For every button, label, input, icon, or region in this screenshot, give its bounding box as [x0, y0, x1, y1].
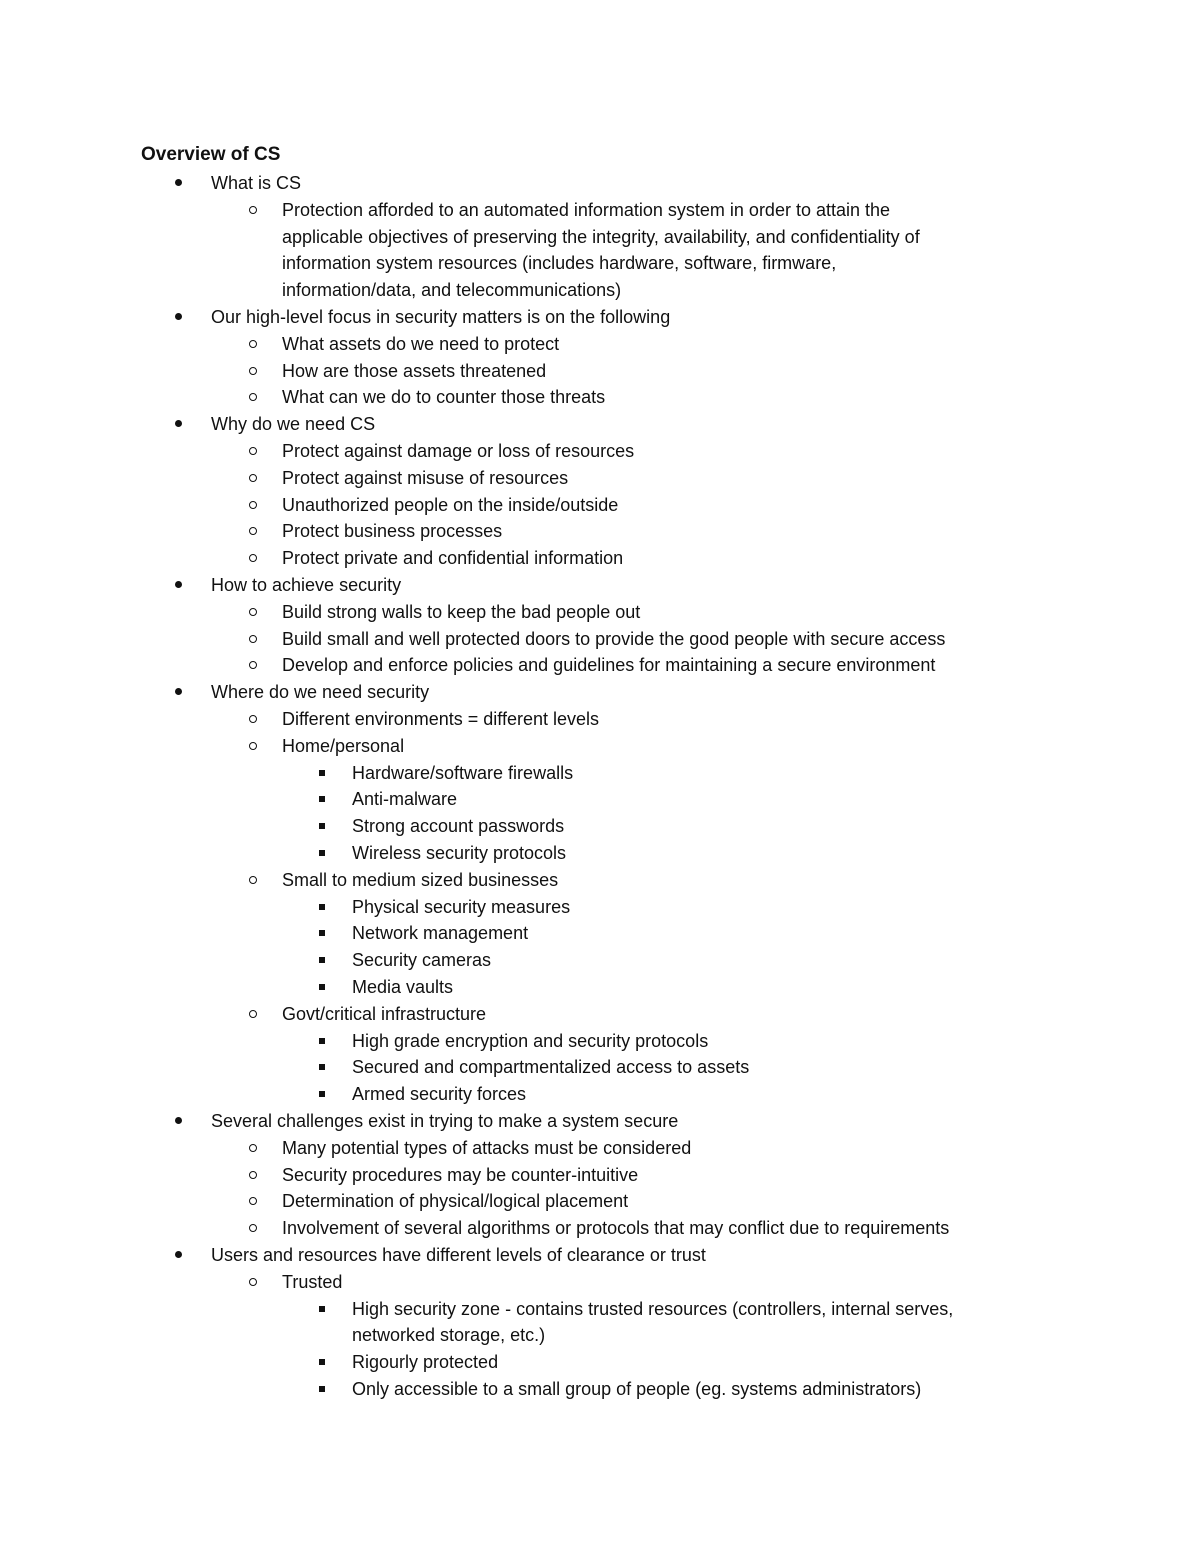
bullet-circle-icon — [249, 501, 257, 509]
list-item-text: Many potential types of attacks must be considered — [282, 1137, 692, 1158]
list-item-text: High grade encryption and security protocols — [352, 1030, 709, 1051]
list-item-text: Protect business processes — [282, 521, 503, 542]
bullet-square-icon — [319, 1306, 325, 1312]
bullet-circle-icon — [249, 340, 257, 348]
bullet-circle-icon — [249, 527, 257, 535]
list-item-text: applicable objectives of preserving the integrity, availability, and confidentiality of — [282, 226, 920, 247]
bullet-circle-icon — [249, 1171, 257, 1179]
list-item-text: Protect against misuse of resources — [282, 467, 569, 488]
bullet-circle-icon — [249, 1224, 257, 1232]
bullet-square-icon — [319, 930, 325, 936]
list-item-text: Users and resources have different levels of clearance or trust — [211, 1245, 706, 1265]
list-item-text: Media vaults — [352, 977, 454, 997]
bullet-square-icon — [319, 1091, 325, 1097]
list-item-text: Our high-level focus in security matters is on the following — [211, 307, 671, 327]
bullet-circle-icon — [249, 715, 257, 723]
list-item-text: Protect against damage or loss of resources — [282, 441, 635, 461]
list-item-text: Rigourly protected — [352, 1352, 499, 1373]
list-item-text: What is CS — [211, 173, 302, 193]
bullet-circle-icon — [249, 367, 257, 375]
list-item-text: Secured and compartmentalized access to assets — [352, 1057, 750, 1078]
bullet-circle-icon — [249, 661, 257, 669]
bullet-circle-icon — [249, 1144, 257, 1152]
bullet-circle-icon — [249, 447, 257, 455]
list-item-text: Unauthorized people on the inside/outside — [282, 494, 619, 515]
bullet-square-icon — [319, 823, 325, 829]
bullet-disc-icon — [175, 688, 182, 695]
list-item-text: information/data, and telecommunications) — [282, 280, 622, 301]
bullet-circle-icon — [249, 608, 257, 616]
list-item-text: Strong account passwords — [352, 816, 565, 837]
list-item-text: Different environments = different levels — [282, 709, 600, 729]
list-item-text: How are those assets threatened — [282, 360, 547, 381]
bullet-circle-icon — [249, 742, 257, 750]
bullet-disc-icon — [175, 420, 182, 427]
bullet-circle-icon — [249, 1278, 257, 1286]
bullet-disc-icon — [175, 1251, 182, 1258]
list-item-text: Where do we need security — [211, 682, 430, 703]
list-item-text: Small to medium sized businesses — [282, 869, 559, 890]
list-item-text: Several challenges exist in trying to make a system secure — [211, 1111, 679, 1131]
bullet-square-icon — [319, 850, 325, 856]
bullet-disc-icon — [175, 179, 182, 186]
bullet-circle-icon — [249, 635, 257, 643]
list-item-text: Only accessible to a small group of people (eg. systems administrators) — [352, 1379, 922, 1399]
bullet-circle-icon — [249, 876, 257, 884]
list-item-text: Home/personal — [282, 735, 405, 756]
list-item-text: What assets do we need to protect — [282, 333, 560, 354]
list-item-text: How to achieve security — [211, 575, 402, 595]
bullet-circle-icon — [249, 474, 257, 482]
bullet-square-icon — [319, 1064, 325, 1070]
list-item-text: Why do we need CS — [211, 414, 376, 435]
list-item-text: Anti-malware — [352, 789, 458, 810]
bullet-square-icon — [319, 796, 325, 802]
list-item-text: What can we do to counter those threats — [282, 387, 606, 408]
bullet-square-icon — [319, 904, 325, 910]
list-item-text: Develop and enforce policies and guidelines for maintaining a secure environment — [282, 655, 936, 676]
bullet-disc-icon — [175, 313, 182, 320]
list-item-text: Involvement of several algorithms or protocols that may conflict due to requirements — [282, 1218, 950, 1239]
bullet-circle-icon — [249, 393, 257, 401]
bullet-square-icon — [319, 770, 325, 776]
list-item-text: Physical security measures — [352, 896, 571, 917]
bullet-square-icon — [319, 1038, 325, 1044]
list-item-text: Security procedures may be counter-intuitive — [282, 1164, 639, 1185]
list-item-text: Security cameras — [352, 950, 492, 971]
list-item-text: Network management — [352, 923, 529, 944]
list-item-text: Build small and well protected doors to provide the good people with secure access — [282, 628, 946, 649]
list-item-text: Determination of physical/logical placement — [282, 1191, 629, 1212]
document-title: Overview of CS — [141, 144, 281, 165]
bullet-circle-icon — [249, 554, 257, 562]
list-item-text: Govt/critical infrastructure — [282, 1003, 487, 1024]
list-item-text: information system resources (includes hardware, software, firmware, — [282, 253, 837, 274]
bullet-square-icon — [319, 1359, 325, 1365]
list-item-text: Protection afforded to an automated information system in order to attain the — [282, 199, 891, 220]
list-item-text: networked storage, etc.) — [352, 1325, 546, 1346]
bullet-square-icon — [319, 984, 325, 990]
bullet-circle-icon — [249, 1197, 257, 1205]
list-item-text: Protect private and confidential information — [282, 548, 624, 569]
list-item-text: Hardware/software firewalls — [352, 762, 574, 783]
bullet-disc-icon — [175, 581, 182, 588]
bullet-square-icon — [319, 1386, 325, 1392]
bullet-disc-icon — [175, 1117, 182, 1124]
list-item-text: Armed security forces — [352, 1084, 527, 1105]
list-item-text: Trusted — [282, 1271, 343, 1292]
list-item-text: Build strong walls to keep the bad people out — [282, 601, 641, 622]
list-item-text: High security zone - contains trusted resources (controllers, internal serves, — [352, 1298, 954, 1319]
bullet-square-icon — [319, 957, 325, 963]
bullet-circle-icon — [249, 1010, 257, 1018]
bullet-circle-icon — [249, 206, 257, 214]
list-item-text: Wireless security protocols — [352, 843, 567, 863]
